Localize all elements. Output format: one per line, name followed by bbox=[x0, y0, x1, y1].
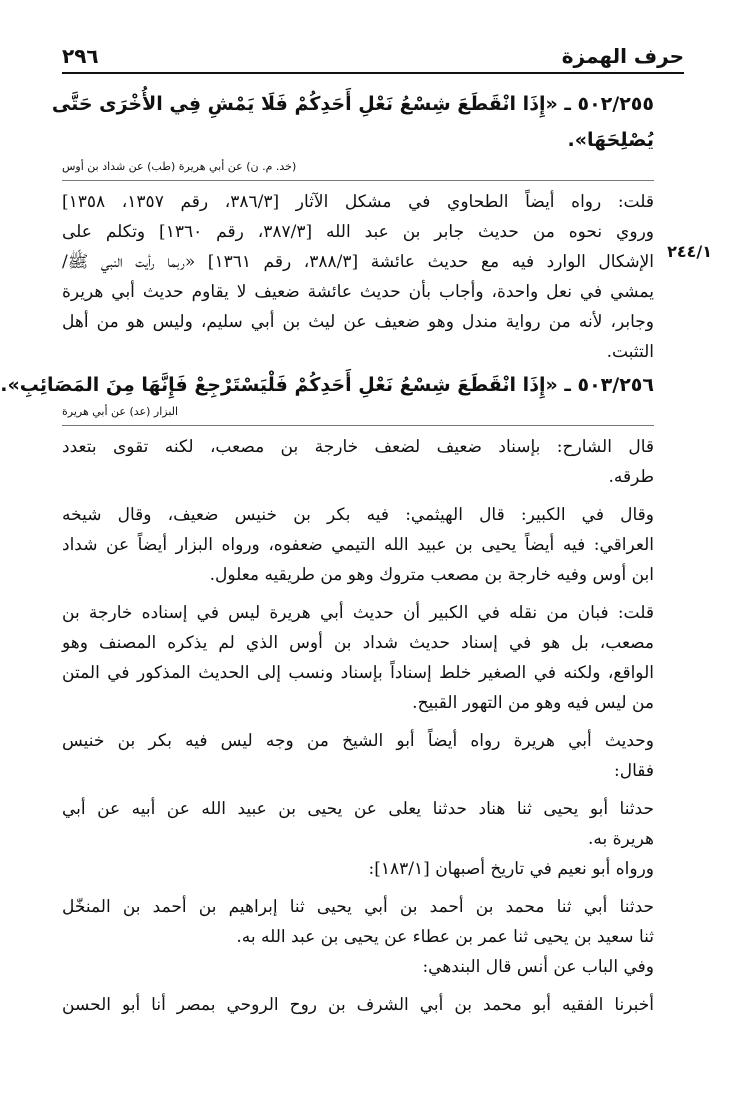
hadith-text-line: ٥٠٢/٢٥٥ ـ «إِذَا انْقَطَعَ شِسْعُ نَعْلِ أَحَدِكُمْ فَلَا يَمْشِ فِي الأُخْرَى حَتَّى bbox=[51, 93, 654, 115]
qultu-paragraph-1 bbox=[62, 187, 654, 367]
text-line: ثنا سعيد بن يحيى ثنا عمر بن عطاء عن يحيى بن عبد الله به. bbox=[236, 927, 654, 947]
anas-paragraph bbox=[62, 952, 654, 982]
text-line: يمشي في نعل واحدة، وأجاب بأن حديث عائشة ضعيف لا يقاوم حديث أبي هريرة bbox=[62, 282, 654, 302]
text-line: وقال في الكبير: قال الهيثمي: فيه بكر بن خنيس ضعيف، وقال شيخه bbox=[62, 505, 654, 525]
text-line: ابن أوس وفيه خارجة بن مصعب متروك وهو من طريقيه معلول. bbox=[209, 565, 654, 585]
text-line: قلت: فبان من نقله في الكبير أن حديث أبي هريرة ليس في إسناده خارجة بن bbox=[62, 603, 654, 623]
hadith-text-line: يُصْلِحَهَا». bbox=[567, 129, 654, 151]
text-line: مصعب، بل هو في إسناد حديث شداد بن أوس الذي لم يذكره المصنف وهو bbox=[62, 633, 654, 653]
separator-rule bbox=[62, 180, 654, 181]
page-header bbox=[62, 36, 684, 68]
header-rule bbox=[62, 72, 684, 74]
hadith-source: (خد. م. ن) عن أبي هريرة (طب) عن شداد بن أوس bbox=[62, 160, 297, 173]
text-line: قال الشارح: بإسناد ضعيف لضعف خارجة بن مصعب، لكنه تقوى بتعدد bbox=[62, 437, 654, 457]
hadith-255 bbox=[51, 86, 654, 176]
abu-shaykh-paragraph bbox=[62, 726, 654, 786]
text-line: وفي الباب عن أنس قال البندهي: bbox=[422, 957, 654, 977]
sharih-paragraph bbox=[62, 432, 654, 492]
chapter-title: حرف الهمزة bbox=[561, 44, 684, 68]
text-line: وجابر، لأنه من رواية مندل وهو ضعيف عن ليث بن أبي سليم، وليس هو من أهل bbox=[62, 312, 654, 332]
text-line: وروي نحوه من حديث جابر بن عبد الله [٣٨٧/٣، رقم ١٣٦٠] وتكلم على bbox=[62, 222, 654, 242]
text-line: الإشكال الوارد فيه مع حديث عائشة [٣٨٨/٣، رقم ١٣٦١] «ربما رأيت النبي ﷺ/ bbox=[62, 252, 654, 272]
separator-rule bbox=[62, 425, 654, 426]
hadith-source: البزار (عد) عن أبي هريرة bbox=[62, 405, 179, 418]
text-line: ورواه أبو نعيم في تاريخ أصبهان [١٨٣/١]: bbox=[368, 859, 654, 879]
text-line: أخبرنا الفقيه أبو محمد بن أبي الشرف بن روح الروحي بمصر أنا أبو الحسن bbox=[62, 995, 654, 1015]
text-line: وحديث أبي هريرة رواه أيضاً أبو الشيخ من وجه ليس فيه بكر بن خنيس bbox=[62, 731, 654, 751]
text-line: حدثنا أبي ثنا محمد بن أحمد بن أبي يحيى ثنا إبراهيم بن أحمد بن المنخّل bbox=[62, 897, 654, 917]
qultu-paragraph-2 bbox=[62, 598, 654, 718]
text-line: هريرة به. bbox=[587, 829, 654, 849]
page-number: ٢٩٦ bbox=[62, 44, 99, 68]
isnad-paragraph-2 bbox=[62, 892, 654, 952]
text-line: حدثنا أبو يحيى ثنا هناد حدثنا يعلى عن يحيى بن عبيد الله عن أبيه عن أبي bbox=[62, 799, 654, 819]
text-line: الواقع، ولكنه في الصغير خلط إسناداً بإسناد ونسب إلى الحديث المذكور في المتن bbox=[62, 663, 654, 683]
text-line: من ليس فيه وهو من التهور القبيح. bbox=[412, 693, 654, 713]
hadith-text-line: ٥٠٣/٢٥٦ ـ «إِذَا انْقَطَعَ شِسْعُ نَعْلِ أَحَدِكُمْ فَلْيَسْتَرْجِعْ فَإِنَّهَا مِنَ المَصَائِبِ». bbox=[0, 374, 654, 396]
text-line: فقال: bbox=[614, 761, 654, 781]
text-line: طرقه. bbox=[608, 467, 654, 487]
isnad-paragraph-3 bbox=[62, 990, 654, 1020]
isnad-paragraph-1 bbox=[62, 794, 654, 854]
text-line: العراقي: فيه أيضاً يحيى بن عبيد الله التيمي ضعفوه، ورواه البزار أيضاً عن شداد bbox=[62, 535, 654, 555]
margin-reference: ٢٤٤/١ bbox=[667, 242, 712, 261]
text-line: التثبت. bbox=[606, 342, 654, 362]
hadith-256 bbox=[0, 367, 654, 421]
kabir-paragraph bbox=[62, 500, 654, 590]
text-line: قلت: رواه أيضاً الطحاوي في مشكل الآثار [٣٨٦/٣، رقم ١٣٥٧، ١٣٥٨] bbox=[62, 192, 655, 212]
abu-nuaym-paragraph bbox=[62, 854, 654, 884]
page-body bbox=[0, 86, 655, 1020]
